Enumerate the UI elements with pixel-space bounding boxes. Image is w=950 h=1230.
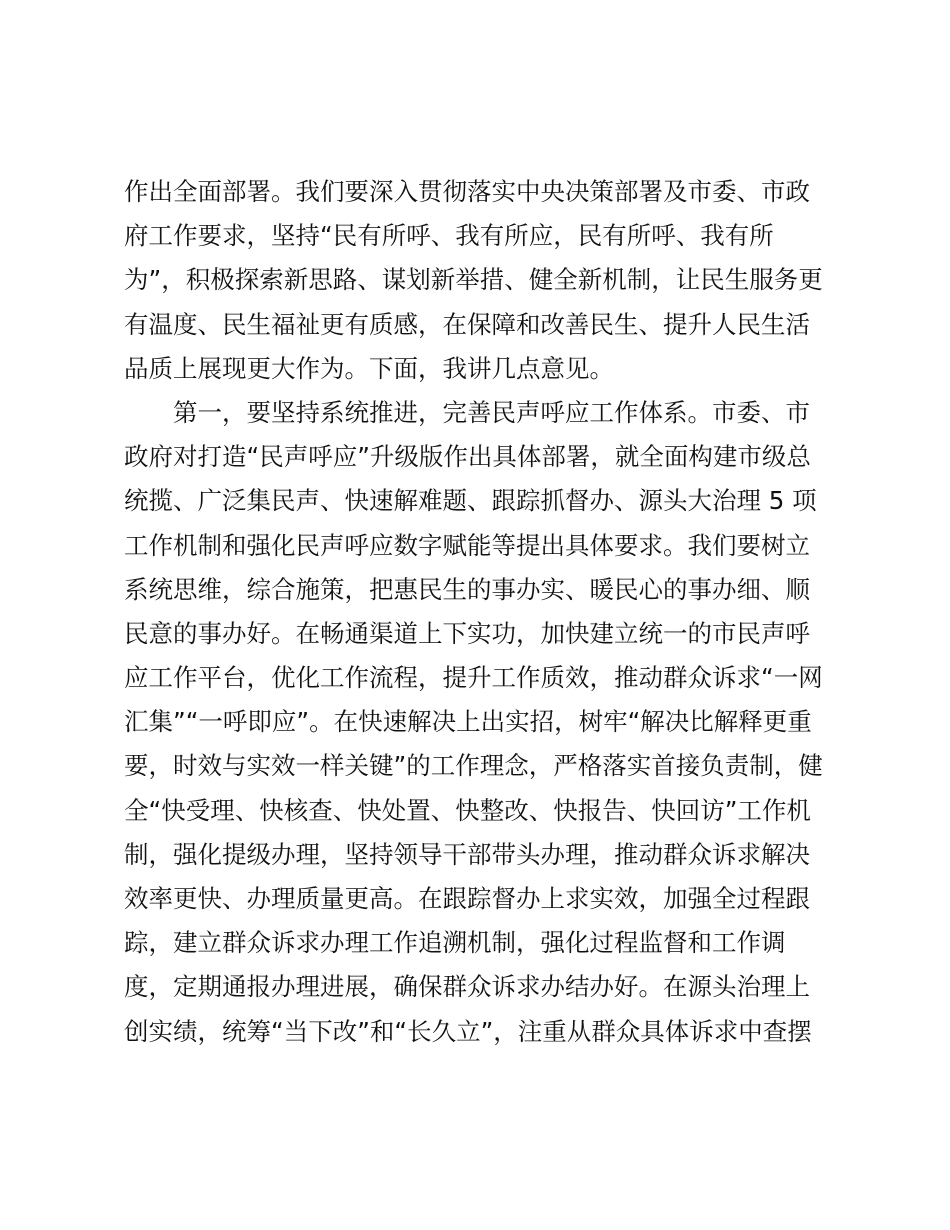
text-line: 汇集”“一呼即应”。在快速解决上出实招，树牢“解决比解释更重 — [124, 707, 812, 737]
text-line: 工作机制和强化民声呼应数字赋能等提出具体要求。我们要树立 — [124, 530, 810, 560]
text-line: 政府对打造“民声呼应”升级版作出具体部署，就全面构建市级总 — [124, 442, 811, 472]
text-line: 统揽、广泛集民声、快速解难题、跟踪抓督办、源头大治理 5 项 — [124, 486, 817, 516]
text-line: 全“快受理、快核查、快处置、快整改、快报告、快回访”工作机 — [124, 795, 811, 825]
text-line: 要，时效与实效一样关键”的工作理念，严格落实首接负责制，健 — [124, 751, 823, 781]
text-line: 应工作平台，优化工作流程，提升工作质效，推动群众诉求“一网 — [124, 663, 823, 693]
text-line: 府工作要求，坚持“民有所呼、我有所应，民有所呼、我有所 — [124, 221, 774, 251]
text-line: 系统思维，综合施策，把惠民生的事办实、暖民心的事办细、顺 — [124, 574, 810, 604]
body-text — [124, 170, 844, 1054]
text-line: 踪，建立群众诉求办理工作追溯机制，强化过程监督和工作调 — [124, 928, 786, 958]
text-line: 品质上展现更大作为。下面，我讲几点意见。 — [124, 353, 614, 383]
text-line: 民意的事办好。在畅通渠道上下实功，加快建立统一的市民声呼 — [124, 618, 810, 648]
text-line: 创实绩，统筹“当下改”和“长久立”，注重从群众具体诉求中查摆 — [124, 1016, 812, 1046]
text-line: 作出全面部署。我们要深入贯彻落实中央决策部署及市委、市政 — [124, 177, 810, 206]
text-line: 效率更快、办理质量更高。在跟踪督办上求实效，加强全过程跟 — [124, 884, 810, 913]
paragraph-first-line: 第一，要坚持系统推进，完善民声呼应工作体系。市委、市 — [173, 397, 810, 427]
text-line: 制，强化提级办理，坚持领导干部带头办理，推动群众诉求解决 — [124, 839, 810, 869]
text-line: 有温度、民生福祉更有质感，在保障和改善民生、提升人民生活 — [124, 309, 810, 339]
text-line: 度，定期通报办理进展，确保群众诉求办结办好。在源头治理上 — [124, 972, 810, 1002]
text-line: 为”，积极探索新思路、谋划新举措、健全新机制，让民生服务更 — [124, 265, 823, 295]
